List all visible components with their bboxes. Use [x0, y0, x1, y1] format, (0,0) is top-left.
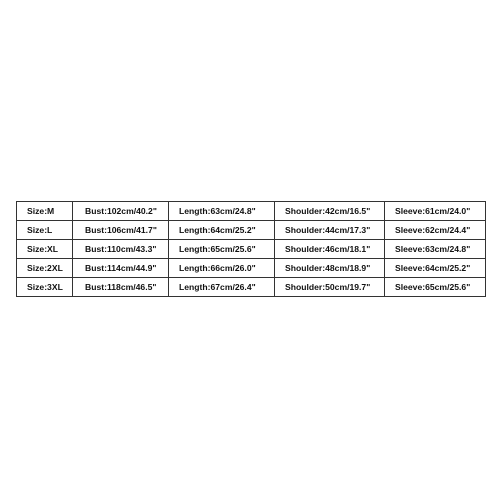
sleeve-cell: Sleeve:62cm/24.4" [385, 221, 486, 240]
sleeve-cell: Sleeve:64cm/25.2" [385, 259, 486, 278]
size-cell: Size:L [17, 221, 73, 240]
shoulder-cell: Shoulder:44cm/17.3" [275, 221, 385, 240]
size-row-l [17, 221, 486, 240]
bust-cell: Bust:110cm/43.3" [73, 240, 169, 259]
size-cell: Size:3XL [17, 278, 73, 297]
length-cell: Length:67cm/26.4" [169, 278, 275, 297]
bust-cell: Bust:114cm/44.9" [73, 259, 169, 278]
bust-cell: Bust:102cm/40.2" [73, 202, 169, 221]
length-cell: Length:63cm/24.8" [169, 202, 275, 221]
shoulder-cell: Shoulder:46cm/18.1" [275, 240, 385, 259]
size-chart-table [16, 201, 486, 297]
size-cell: Size:XL [17, 240, 73, 259]
length-cell: Length:65cm/25.6" [169, 240, 275, 259]
sleeve-cell: Sleeve:63cm/24.8" [385, 240, 486, 259]
size-cell: Size:M [17, 202, 73, 221]
size-row-xl [17, 240, 486, 259]
bust-cell: Bust:118cm/46.5" [73, 278, 169, 297]
sleeve-cell: Sleeve:61cm/24.0" [385, 202, 486, 221]
shoulder-cell: Shoulder:42cm/16.5" [275, 202, 385, 221]
length-cell: Length:66cm/26.0" [169, 259, 275, 278]
length-cell: Length:64cm/25.2" [169, 221, 275, 240]
shoulder-cell: Shoulder:48cm/18.9" [275, 259, 385, 278]
size-chart-body [17, 202, 486, 297]
size-row-3xl [17, 278, 486, 297]
size-cell: Size:2XL [17, 259, 73, 278]
shoulder-cell: Shoulder:50cm/19.7" [275, 278, 385, 297]
bust-cell: Bust:106cm/41.7" [73, 221, 169, 240]
sleeve-cell: Sleeve:65cm/25.6" [385, 278, 486, 297]
size-row-m [17, 202, 486, 221]
size-row-2xl [17, 259, 486, 278]
